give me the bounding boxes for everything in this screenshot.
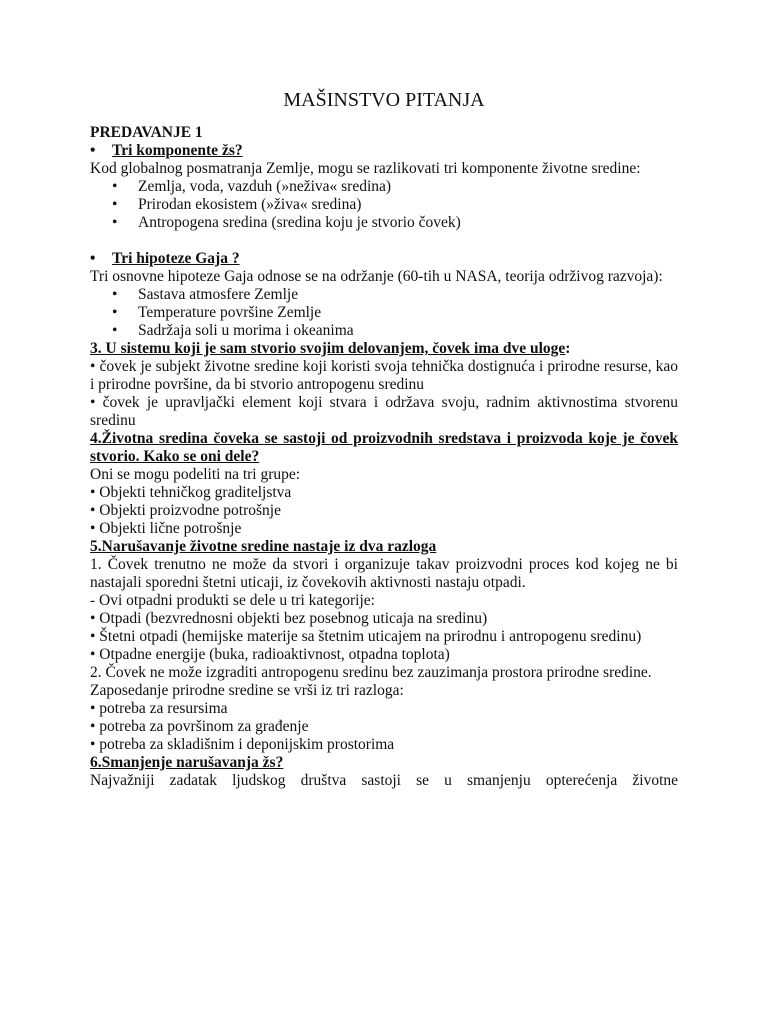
bullet-icon: • <box>112 304 118 321</box>
list-item: • potreba za skladišnim i deponijskim prostorima <box>90 736 395 753</box>
section-1-intro: Kod globalnog posmatranja Zemlje, mogu se razlikovati tri komponente životne sredine: <box>90 160 641 177</box>
bullet-icon: • <box>112 214 118 231</box>
section-4-heading: 4.Životna sredina čoveka se sastoji od proizvodnih sredstava i proizvoda koje je čovek stvorio. Kako se oni dele? <box>90 430 678 465</box>
list-item <box>90 196 678 214</box>
list-item-text: Zemlja, voda, vazduh (»neživa« sredina) <box>138 178 392 195</box>
list-item: • Objekti tehničkog graditeljstva <box>90 484 292 501</box>
section-6-paragraph: Najvažniji zadatak ljudskog društva sastoji se u smanjenju opterećenja životne <box>90 772 678 789</box>
list-item-text: Antropogena sredina (sredina koju je stvorio čovek) <box>138 214 461 231</box>
list-item-text: Temperature površine Zemlje <box>138 304 322 321</box>
section-5-heading: 5.Narušavanje životne sredine nastaje iz dva razloga <box>90 538 437 555</box>
section-3-heading-colon: : <box>565 340 571 357</box>
section-5-paragraph: 1. Čovek trenutno ne može da stvori i organizuje takav proizvodni proces kod kojeg ne bi nastajali sporedni štetni uticaji, iz čovekovih aktivnosti nastaju otpadi. <box>90 556 678 591</box>
bullet-icon: • <box>112 286 118 303</box>
list-item: • potreba za površinom za građenje <box>90 718 309 735</box>
list-item-text: Prirodan ekosistem (»živa« sredina) <box>138 196 362 213</box>
bullet-icon: • <box>112 196 118 213</box>
section-3-heading-text: 3. U sistemu koji je sam stvorio svojim delovanjem, čovek ima dve uloge <box>90 340 566 357</box>
section-6-heading: 6.Smanjenje narušavanja žs? <box>90 754 284 771</box>
section-4-intro: Oni se mogu podeliti na tri grupe: <box>90 466 301 483</box>
list-item <box>90 178 678 196</box>
section-3-paragraph: • čovek je subjekt životne sredine koji koristi svoja tehnička dostignuća i prirodne resurse, kao i prirodne površine, da bi stvorio antropogenu sredinu <box>90 358 678 393</box>
list-item-text: Sadržaja soli u morima i okeanima <box>138 322 354 339</box>
bullet-icon: • <box>112 322 118 339</box>
document-body <box>90 88 678 790</box>
section-5-paragraph: - Ovi otpadni produkti se dele u tri kategorije: <box>90 592 375 609</box>
section-2-intro: Tri osnovne hipoteze Gaja odnose se na održanje (60-tih u NASA, teorija održivog razvoja): <box>90 268 663 285</box>
section-5-paragraph: • Štetni otpadi (hemijske materije sa štetnim uticajem na prirodnu i antropogenu sredinu) <box>90 628 642 645</box>
section-5-paragraph: Zaposedanje prirodne sredine se vrši iz tri razloga: <box>90 682 404 699</box>
list-item <box>90 322 678 340</box>
section-2-heading <box>90 250 678 268</box>
page-title: MAŠINSTVO PITANJA <box>283 89 485 111</box>
section-5-paragraph: • Otpadi (bezvrednosni objekti bez posebnog uticaja na sredinu) <box>90 610 488 627</box>
section-1-heading-text: Tri komponente žs? <box>112 142 243 159</box>
section-1-list <box>90 178 678 232</box>
bullet-icon: • <box>90 250 96 267</box>
list-item: • Objekti proizvodne potrošnje <box>90 502 281 519</box>
section-1-heading <box>90 142 678 160</box>
list-item <box>90 214 678 232</box>
list-item <box>90 304 678 322</box>
list-item-text: Sastava atmosfere Zemlje <box>138 286 299 303</box>
list-item: • Objekti lične potrošnje <box>90 520 242 537</box>
bullet-icon: • <box>112 178 118 195</box>
section-5-paragraph: 2. Čovek ne može izgraditi antropogenu sredinu bez zauzimanja prostora prirodne sredine. <box>90 664 652 681</box>
section-5-paragraph: • Otpadne energije (buka, radioaktivnost, otpadna toplota) <box>90 646 450 663</box>
section-3-paragraph: • čovek je upravljački element koji stvara i održava svoju, radnim aktivnostima stvorenu sredinu <box>90 394 678 429</box>
lecture-heading: PREDAVANJE 1 <box>90 124 203 141</box>
list-item <box>90 286 678 304</box>
section-2-list <box>90 286 678 340</box>
list-item: • potreba za resursima <box>90 700 228 717</box>
section-3-heading <box>90 340 678 358</box>
bullet-icon: • <box>90 142 96 159</box>
section-2-heading-text: Tri hipoteze Gaja ? <box>112 250 240 267</box>
